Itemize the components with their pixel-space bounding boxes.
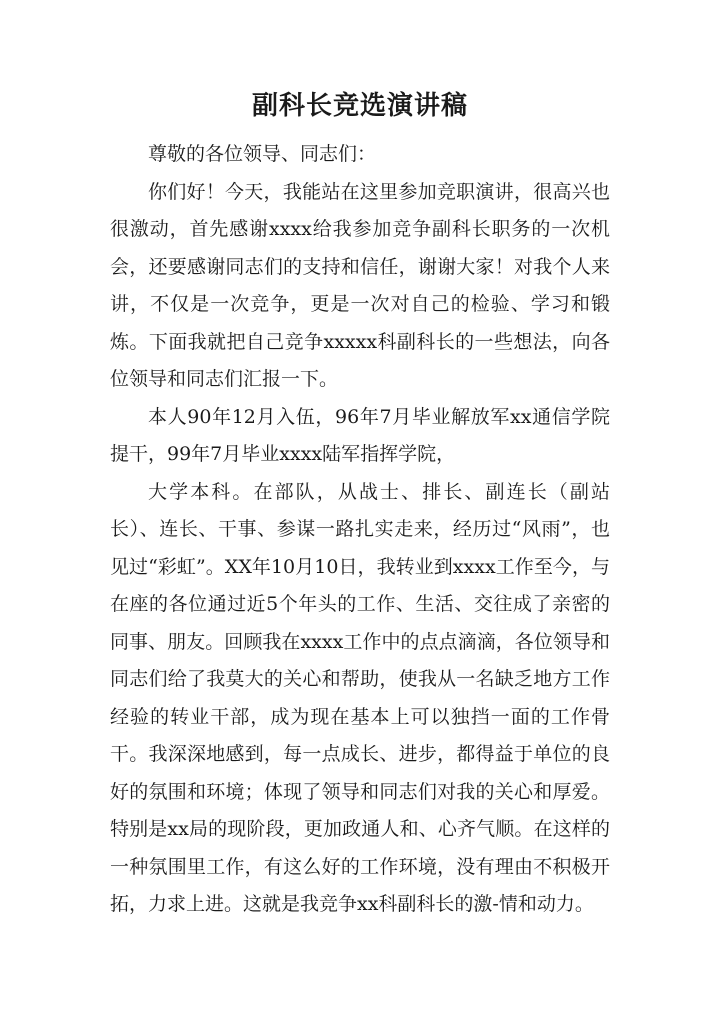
background-paragraph: 本人90年12月入伍，96年7月毕业解放军xx通信学院提干，99年7月毕业xxxx陆军指挥学院， [110, 405, 610, 465]
experience-paragraph: 大学本科。在部队，从战士、排长、副连长（副站长）、连长、干事、参谋一路扎实走来，经历过“风雨”，也见过“彩虹”。XX年10月10日，我转业到xxxx工作至今，与在座的各位通过近5个年头的工作、生活、交往成了亲密的同事、朋友。回顾我在xxxx工作中的点点滴滴，各位领导和同志们给了我莫大的关心和帮助，使我从一名缺乏地方工作经验的转业干部，成为现在基本上可以独挡一面的工作骨干。我深深地感到，每一点成长、进步，都得益于单位的良好的氛围和环境；体现了领导和同志们对我的关心和厚爱。特别是xx局的现阶段，更加政通人和、心齐气顺。在这样的一种氛围里工作，有这么好的工作环境，没有理由不积极开拓，力求上进。这就是我竞争xx科副科长的激-情和动力。 [110, 480, 610, 915]
intro-paragraph: 你们好！今天，我能站在这里参加竞职演讲，很高兴也很激动，首先感谢xxxx给我参加竞争副科长职务的一次机会，还要感谢同志们的支持和信任，谢谢大家！对我个人来讲，不仅是一次竞争，更是一次对自己的检验、学习和锻炼。下面我就把自己竞争xxxxx科副科长的一些想法，向各位领导和同志们汇报一下。 [110, 180, 610, 390]
document-title: 副科长竞选演讲稿 [251, 91, 468, 121]
salutation-paragraph: 尊敬的各位领导、同志们： [148, 143, 377, 165]
